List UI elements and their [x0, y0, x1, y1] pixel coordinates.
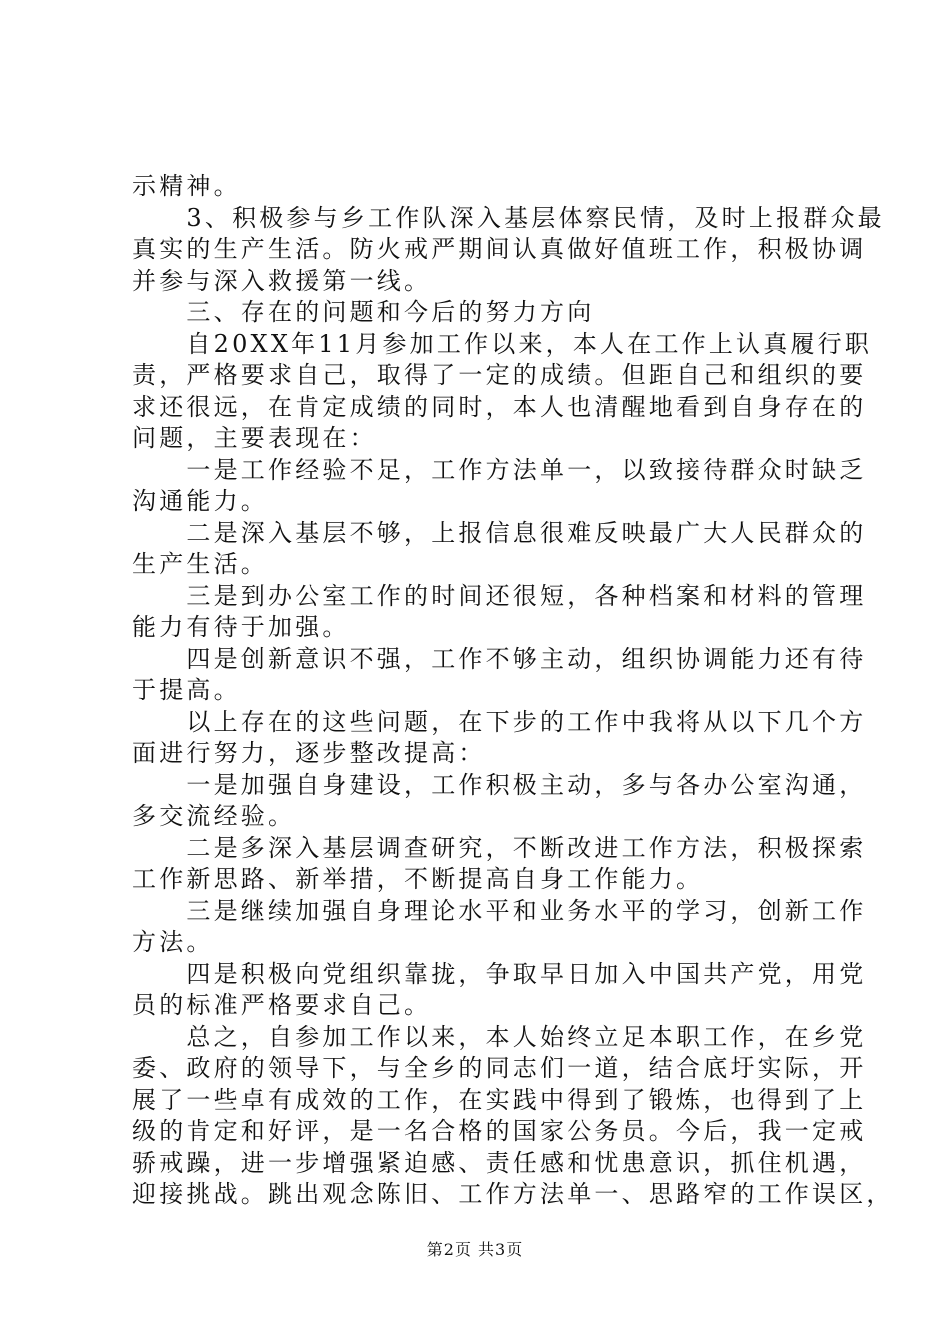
text-line: 于提高。 — [132, 676, 241, 704]
text-line: 沟通能力。 — [132, 487, 268, 515]
text-line: 自20XX年11月参加工作以来，本人在工作上认真履行职 — [132, 329, 873, 358]
text-line: 迎接挑战。跳出观念陈旧、工作方法单一、思路窄的工作误区， — [132, 1180, 894, 1208]
page-footer: 第2页 共3页 — [426, 1240, 524, 1259]
text-line: 三是到办公室工作的时间还很短，各种档案和材料的管理 — [132, 581, 867, 610]
text-line: 并参与深入救援第一线。 — [132, 266, 432, 295]
text-line: 真实的生产生活。防火戒严期间认真做好值班工作，积极协调 — [132, 235, 867, 263]
text-line: 责，严格要求自己，取得了一定的成绩。但距自己和组织的要 — [132, 361, 867, 389]
text-line: 以上存在的这些问题，在下步的工作中我将从以下几个方 — [132, 707, 867, 736]
text-line: 三、存在的问题和今后的努力方向 — [132, 298, 595, 326]
text-line: 工作新思路、新举措，不断提高自身工作能力。 — [132, 865, 704, 893]
text-line: 二是多深入基层调查研究，不断改进工作方法，积极探索 — [132, 833, 867, 862]
text-line: 四是积极向党组织靠拢，争取早日加入中国共产党，用党 — [132, 959, 867, 988]
text-line: 3、积极参与乡工作队深入基层体察民情，及时上报群众最 — [132, 203, 885, 232]
text-line: 一是工作经验不足，工作方法单一，以致接待群众时缺乏 — [132, 455, 867, 484]
text-line: 示精神。 — [132, 172, 241, 200]
text-line: 骄戒躁，进一步增强紧迫感、责任感和忧患意识，抓住机遇， — [132, 1148, 867, 1177]
text-line: 多交流经验。 — [132, 802, 296, 830]
text-line: 委、政府的领导下，与全乡的同志们一道，结合底圩实际，开 — [132, 1054, 867, 1082]
text-line: 问题，主要表现在： — [132, 424, 377, 452]
text-line: 二是深入基层不够，上报信息很难反映最广大人民群众的 — [132, 518, 867, 547]
text-line: 三是继续加强自身理论水平和业务水平的学习，创新工作 — [132, 896, 867, 925]
text-line: 求还很远，在肯定成绩的同时，本人也清醒地看到自身存在的 — [132, 392, 867, 421]
text-line: 总之，自参加工作以来，本人始终立足本职工作，在乡党 — [132, 1022, 867, 1051]
text-line: 展了一些卓有成效的工作，在实践中得到了锻炼，也得到了上 — [132, 1085, 867, 1114]
text-line: 级的肯定和好评，是一名合格的国家公务员。今后，我一定戒 — [132, 1117, 867, 1145]
text-line: 员的标准严格要求自己。 — [132, 991, 432, 1019]
text-line: 四是创新意识不强，工作不够主动，组织协调能力还有待 — [132, 644, 867, 673]
text-line: 面进行努力，逐步整改提高： — [132, 739, 486, 767]
text-line: 生产生活。 — [132, 550, 268, 578]
text-line: 一是加强自身建设，工作积极主动，多与各办公室沟通， — [132, 770, 867, 799]
document-body — [132, 171, 894, 1211]
text-line: 方法。 — [132, 928, 214, 956]
text-line: 能力有待于加强。 — [132, 613, 350, 641]
